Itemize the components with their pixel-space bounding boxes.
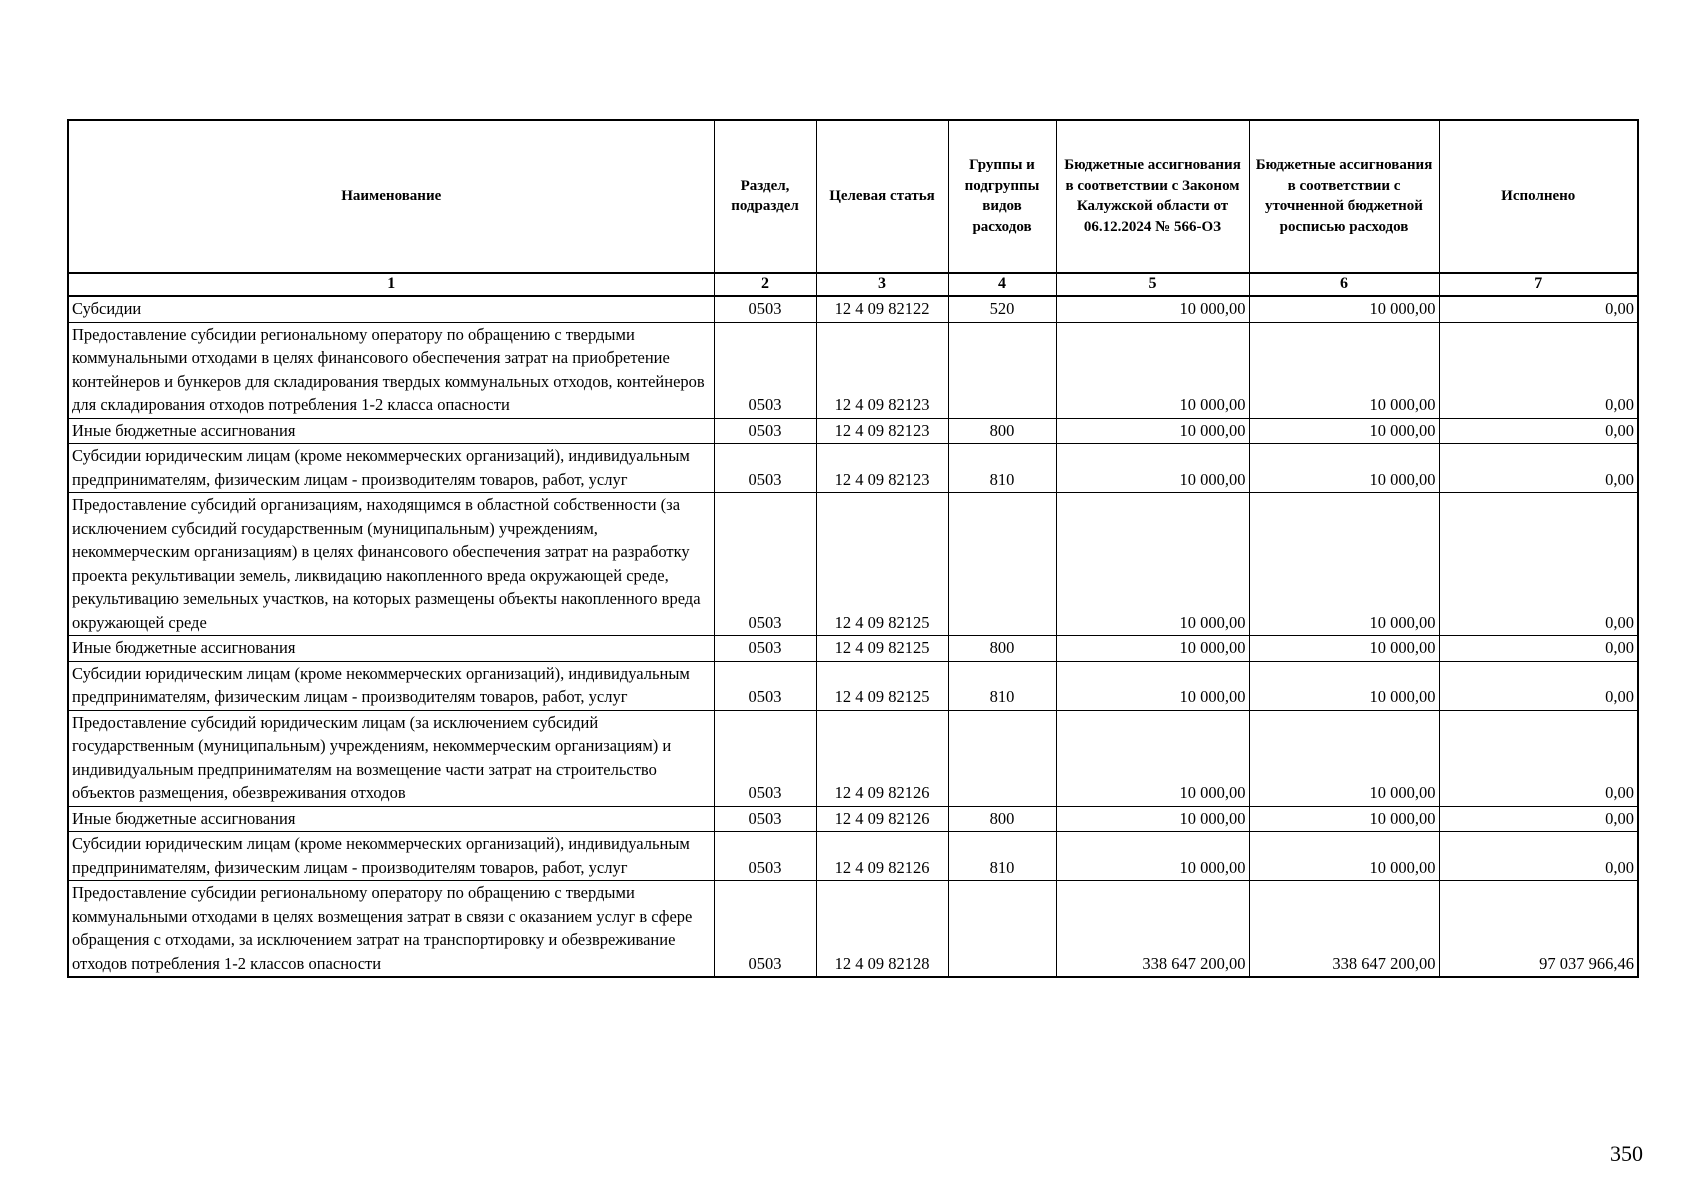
row-target-article: 12 4 09 82122 (816, 296, 948, 322)
row-law-amount: 10 000,00 (1056, 444, 1249, 493)
row-law-amount: 10 000,00 (1056, 710, 1249, 806)
row-schedule-amount: 10 000,00 (1249, 493, 1439, 636)
row-executed-amount: 0,00 (1439, 636, 1638, 662)
row-executed-amount: 0,00 (1439, 806, 1638, 832)
row-expense-group (948, 493, 1056, 636)
header-target-article: Целевая статья (816, 120, 948, 273)
row-name: Субсидии юридическим лицам (кроме некоммерческих организаций), индивидуальным предпринимателям, физическим лицам - производителям товаров, работ, услуг (68, 661, 714, 710)
row-executed-amount: 0,00 (1439, 444, 1638, 493)
row-law-amount: 10 000,00 (1056, 636, 1249, 662)
row-section: 0503 (714, 832, 816, 881)
row-executed-amount: 0,00 (1439, 418, 1638, 444)
table-row (68, 661, 1638, 710)
row-schedule-amount: 10 000,00 (1249, 444, 1439, 493)
row-law-amount: 10 000,00 (1056, 832, 1249, 881)
row-name: Иные бюджетные ассигнования (68, 418, 714, 444)
row-schedule-amount: 10 000,00 (1249, 322, 1439, 418)
row-executed-amount: 0,00 (1439, 296, 1638, 322)
column-number: 2 (714, 273, 816, 296)
table-row (68, 493, 1638, 636)
row-schedule-amount: 10 000,00 (1249, 418, 1439, 444)
row-section: 0503 (714, 881, 816, 978)
budget-execution-table (67, 119, 1639, 978)
row-expense-group: 810 (948, 444, 1056, 493)
header-section: Раздел, подраздел (714, 120, 816, 273)
header-law-allocations: Бюджетные ассигнования в соответствии с Законом Калужской области от 06.12.2024 № 566-ОЗ (1056, 120, 1249, 273)
row-name: Предоставление субсидии региональному оператору по обращению с твердыми коммунальными отходами в целях возмещения затрат в связи с оказанием услуг в сфере обращения с отходами, за исключением затрат на транспортировку и обезвреживание отходов потребления 1-2 классов опасности (68, 881, 714, 978)
row-name: Субсидии юридическим лицам (кроме некоммерческих организаций), индивидуальным предпринимателям, физическим лицам - производителям товаров, работ, услуг (68, 444, 714, 493)
row-section: 0503 (714, 636, 816, 662)
row-schedule-amount: 10 000,00 (1249, 710, 1439, 806)
row-name: Предоставление субсидий организациям, находящимся в областной собственности (за исключением субсидий государственным (муниципальным) учреждениям, некоммерческим организациям) в целях финансового обеспечения затрат на разработку проекта рекультивации земель, ликвидацию накопленного вреда окружающей среде, рекультивацию земельных участков, на которых размещены объекты накопленного вреда окружающей среде (68, 493, 714, 636)
row-target-article: 12 4 09 82128 (816, 881, 948, 978)
table-row (68, 710, 1638, 806)
row-executed-amount: 0,00 (1439, 832, 1638, 881)
row-expense-group: 810 (948, 832, 1056, 881)
row-schedule-amount: 10 000,00 (1249, 832, 1439, 881)
row-law-amount: 10 000,00 (1056, 418, 1249, 444)
column-number: 7 (1439, 273, 1638, 296)
row-schedule-amount: 10 000,00 (1249, 661, 1439, 710)
row-expense-group (948, 710, 1056, 806)
row-expense-group (948, 322, 1056, 418)
table-row (68, 444, 1638, 493)
row-section: 0503 (714, 661, 816, 710)
row-schedule-amount: 10 000,00 (1249, 636, 1439, 662)
table-row (68, 881, 1638, 978)
row-target-article: 12 4 09 82125 (816, 661, 948, 710)
row-section: 0503 (714, 710, 816, 806)
row-section: 0503 (714, 444, 816, 493)
row-section: 0503 (714, 322, 816, 418)
row-name: Субсидии юридическим лицам (кроме некоммерческих организаций), индивидуальным предпринимателям, физическим лицам - производителям товаров, работ, услуг (68, 832, 714, 881)
row-target-article: 12 4 09 82123 (816, 418, 948, 444)
header-row (68, 120, 1638, 273)
budget-table-container (67, 119, 1639, 978)
row-expense-group (948, 881, 1056, 978)
row-law-amount: 338 647 200,00 (1056, 881, 1249, 978)
table-row (68, 806, 1638, 832)
row-law-amount: 10 000,00 (1056, 806, 1249, 832)
row-schedule-amount: 10 000,00 (1249, 296, 1439, 322)
row-executed-amount: 97 037 966,46 (1439, 881, 1638, 978)
row-target-article: 12 4 09 82126 (816, 832, 948, 881)
row-executed-amount: 0,00 (1439, 661, 1638, 710)
row-name: Иные бюджетные ассигнования (68, 636, 714, 662)
row-expense-group: 520 (948, 296, 1056, 322)
row-expense-group: 810 (948, 661, 1056, 710)
row-target-article: 12 4 09 82125 (816, 493, 948, 636)
column-number-row (68, 273, 1638, 296)
row-executed-amount: 0,00 (1439, 493, 1638, 636)
column-number: 4 (948, 273, 1056, 296)
row-law-amount: 10 000,00 (1056, 296, 1249, 322)
header-schedule-allocations: Бюджетные ассигнования в соответствии с уточненной бюджетной росписью расходов (1249, 120, 1439, 273)
row-name: Предоставление субсидий юридическим лицам (за исключением субсидий государственным (муниципальным) учреждениям, некоммерческим организациям) и индивидуальным предпринимателям на возмещение части затрат на строительство объектов размещения, обезвреживания отходов (68, 710, 714, 806)
row-schedule-amount: 10 000,00 (1249, 806, 1439, 832)
row-section: 0503 (714, 296, 816, 322)
row-target-article: 12 4 09 82123 (816, 322, 948, 418)
column-number: 6 (1249, 273, 1439, 296)
column-number: 3 (816, 273, 948, 296)
row-executed-amount: 0,00 (1439, 710, 1638, 806)
row-section: 0503 (714, 806, 816, 832)
page-number: 350 (1610, 1141, 1643, 1166)
header-expense-group: Группы и подгруппы видов расходов (948, 120, 1056, 273)
row-schedule-amount: 338 647 200,00 (1249, 881, 1439, 978)
table-row (68, 322, 1638, 418)
row-target-article: 12 4 09 82125 (816, 636, 948, 662)
column-number: 5 (1056, 273, 1249, 296)
header-name: Наименование (68, 120, 714, 273)
row-law-amount: 10 000,00 (1056, 322, 1249, 418)
row-section: 0503 (714, 493, 816, 636)
row-law-amount: 10 000,00 (1056, 493, 1249, 636)
row-name: Иные бюджетные ассигнования (68, 806, 714, 832)
row-target-article: 12 4 09 82126 (816, 710, 948, 806)
row-target-article: 12 4 09 82123 (816, 444, 948, 493)
row-law-amount: 10 000,00 (1056, 661, 1249, 710)
table-row (68, 636, 1638, 662)
row-expense-group: 800 (948, 636, 1056, 662)
row-section: 0503 (714, 418, 816, 444)
table-row (68, 296, 1638, 322)
row-expense-group: 800 (948, 806, 1056, 832)
header-executed: Исполнено (1439, 120, 1638, 273)
row-name: Предоставление субсидии региональному оператору по обращению с твердыми коммунальными отходами в целях финансового обеспечения затрат на приобретение контейнеров и бункеров для складирования твердых коммунальных отходов, контейнеров для складирования отходов потребления 1-2 класса опасности (68, 322, 714, 418)
table-row (68, 832, 1638, 881)
row-target-article: 12 4 09 82126 (816, 806, 948, 832)
column-number: 1 (68, 273, 714, 296)
row-name: Субсидии (68, 296, 714, 322)
row-expense-group: 800 (948, 418, 1056, 444)
row-executed-amount: 0,00 (1439, 322, 1638, 418)
table-row (68, 418, 1638, 444)
